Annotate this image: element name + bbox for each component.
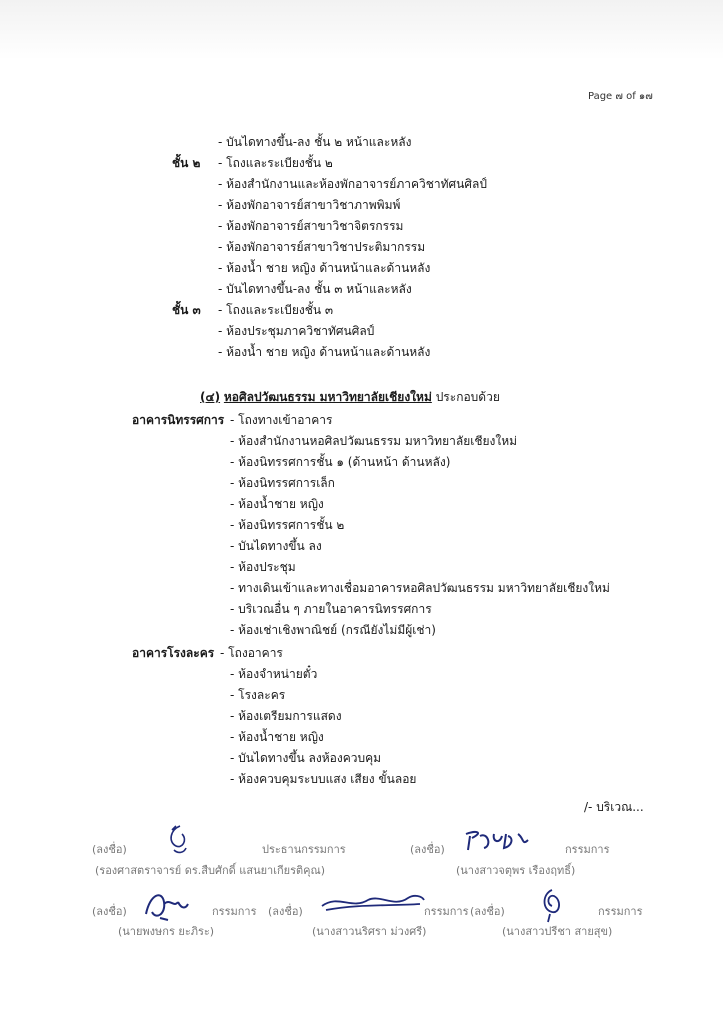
member1-name: (นางสาวจตุพร เรืองฤทธิ์) [456, 864, 576, 877]
section-suffix: ประกอบด้วย [435, 390, 500, 404]
floor2-item: - บันไดทางขึ้น-ลง ชั้น ๓ หน้าและหลัง [218, 282, 412, 296]
exhibition-building-label: อาคารนิทรรศการ [132, 413, 225, 427]
section-number: (๔) [200, 390, 221, 404]
member4-signature [534, 884, 570, 924]
theatre-item: - โถงอาคาร [220, 646, 283, 660]
member4-role: กรรมการ [598, 905, 643, 918]
sign-label: (ลงชื่อ) [470, 905, 505, 918]
page-number: Page ๗ of ๑๗ [588, 91, 653, 102]
floor2-item: - ห้องพักอาจารย์สาขาวิชาประติมากรรม [218, 240, 426, 254]
section-heading [200, 389, 500, 405]
exhibition-item: - ห้องนิทรรศการเล็ก [230, 476, 335, 490]
theatre-item: - บันไดทางขึ้น ลงห้องควบคุม [230, 751, 382, 765]
theatre-item: - ห้องน้ำชาย หญิง [230, 730, 324, 744]
floor2-item: - ห้องน้ำ ชาย หญิง ด้านหน้าและด้านหลัง [218, 261, 431, 275]
section-title: หอศิลปวัฒนธรรม มหาวิทยาลัยเชียงใหม่ [223, 390, 432, 404]
sign-label: (ลงชื่อ) [92, 905, 127, 918]
exhibition-item: - ทางเดินเข้าและทางเชื่อมอาคารหอศิลปวัฒนธรรม มหาวิทยาลัยเชียงใหม่ [230, 581, 610, 595]
floor1-stairs-item: - บันไดทางขึ้น-ลง ชั้น ๒ หน้าและหลัง [218, 135, 412, 149]
chair-signature [158, 820, 198, 860]
sign-label: (ลงชื่อ) [92, 843, 127, 856]
member1-role: กรรมการ [565, 843, 610, 856]
exhibition-item: - บันไดทางขึ้น ลง [230, 539, 322, 553]
sign-label: (ลงชื่อ) [268, 905, 303, 918]
floor3-item: - ห้องประชุมภาควิชาทัศนศิลป์ [218, 324, 375, 338]
theatre-item: - ห้องเตรียมการแสดง [230, 709, 342, 723]
exhibition-item: - ห้องนิทรรศการชั้น ๑ (ด้านหน้า ด้านหลัง) [230, 455, 451, 469]
floor2-item: - ห้องพักอาจารย์สาขาวิชาภาพพิมพ์ [218, 198, 401, 212]
continuation-text: /- บริเวณ... [584, 800, 644, 814]
theatre-item: - ห้องจำหน่ายตั๋ว [230, 667, 318, 681]
member1-signature [462, 826, 532, 856]
member3-role: กรรมการ [424, 905, 469, 918]
sign-label: (ลงชื่อ) [410, 843, 445, 856]
exhibition-item: - ห้องประชุม [230, 560, 296, 574]
floor2-item: - ห้องพักอาจารย์สาขาวิชาจิตรกรรม [218, 219, 404, 233]
chair-role: ประธานกรรมการ [262, 843, 346, 856]
floor3-item: - โถงและระเบียงชั้น ๓ [218, 303, 334, 317]
theatre-item: - ห้องควบคุมระบบแสง เสียง ขั้นลอย [230, 772, 417, 786]
member2-role: กรรมการ [212, 905, 257, 918]
exhibition-item: - ห้องน้ำชาย หญิง [230, 497, 324, 511]
exhibition-item: - ห้องสำนักงานหอศิลปวัฒนธรรม มหาวิทยาลัยเชียงใหม่ [230, 434, 518, 448]
exhibition-item: - ห้องเช่าเชิงพาณิชย์ (กรณียังไม่มีผู้เช่า) [230, 623, 436, 637]
theatre-item: - โรงละคร [230, 688, 286, 702]
theatre-building-label: อาคารโรงละคร [132, 646, 215, 660]
scan-shading [0, 0, 723, 60]
floor3-item: - ห้องน้ำ ชาย หญิง ด้านหน้าและด้านหลัง [218, 345, 431, 359]
signature-block [0, 820, 723, 950]
floor2-item: - ห้องสำนักงานและห้องพักอาจารย์ภาควิชาทัศนศิลป์ [218, 177, 487, 191]
floor2-item: - โถงและระเบียงชั้น ๒ [218, 156, 333, 170]
floor3-label: ชั้น ๓ [172, 303, 201, 317]
floor2-label: ชั้น ๒ [172, 156, 201, 170]
member2-name: (นายพงษกร ยะภิระ) [118, 925, 215, 938]
member4-name: (นางสาวปรีชา สายสุข) [502, 925, 613, 938]
member3-name: (นางสาวนริศรา ม่วงศรี) [312, 925, 427, 938]
exhibition-item: - ห้องนิทรรศการชั้น ๒ [230, 518, 345, 532]
exhibition-item: - โถงทางเข้าอาคาร [230, 413, 333, 427]
member2-signature [140, 884, 192, 926]
exhibition-item: - บริเวณอื่น ๆ ภายในอาคารนิทรรศการ [230, 602, 432, 616]
member3-signature [318, 888, 428, 916]
chair-name: (รองศาสตราจารย์ ดร.สืบศักดิ์ แสนยาเกียรติคุณ) [95, 864, 325, 877]
